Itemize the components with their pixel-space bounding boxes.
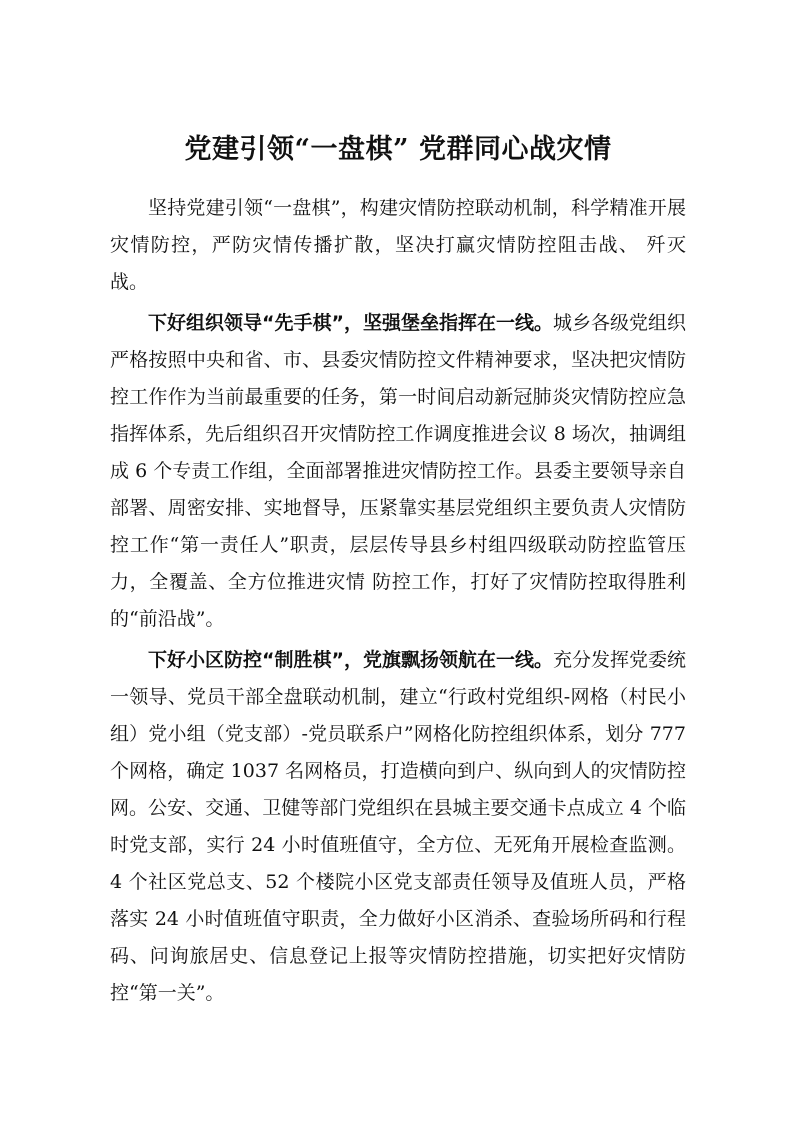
- paragraph-text: 坚持党建引领“一盘棋”，构建灾情防控联动机制，科学精准开展灾情防控，严防灾情传播扩散，坚决打赢灾情防控阻击战、 歼灭战。: [110, 197, 686, 293]
- paragraph-lead: 下好组织领导“先手棋”，坚强堡垒指挥在一线。: [148, 312, 553, 334]
- paragraph-text: 充分发挥党委统一领导、党员干部全盘联动机制，建立“行政村党组织-网格（村民小组）党小组（党支部）-党员联系户”网格化防控组织体系，划分 777 个网格，确定 1037 名网格员，打造横向到户、纵向到人的灾情防控网。公安、交通、卫健等部门党组织在县城主要交通卡点成立 4 个临时党支部，实行 24 小时值班值守，全方位、无死角开展检查监测。4 个社区党总支、52 个楼院小区党支部责任领导及值班人员，严格落实 24 小时值班值守职责，全力做好小区消杀、查验场所码和行程码、问询旅居史、信息登记上报等灾情防控措施，切实把好灾情防控“第一关”。: [110, 649, 686, 1004]
- paragraph-organization-leadership: [110, 305, 686, 638]
- paragraph-community-control: [110, 642, 686, 1012]
- document-body: [110, 190, 686, 1016]
- paragraph-lead: 下好小区防控“制胜棋”，党旗飘扬领航在一线。: [148, 649, 553, 671]
- paragraph-intro: [110, 190, 686, 301]
- document-title: 党建引领“一盘棋” 党群同心战灾情: [184, 134, 612, 165]
- paragraph-text: 城乡各级党组织严格按照中央和省、市、县委灾情防控文件精神要求，坚决把灾情防控工作作为当前最重要的任务，第一时间启动新冠肺炎灾情防控应急指挥体系，先后组织召开灾情防控工作调度推进会议 8 场次，抽调组成 6 个专责工作组，全面部署推进灾情防控工作。县委主要领导亲自部署、周密安排、实地督导，压紧靠实基层党组织主要负责人灾情防控工作“第一责任人”职责，层层传导县乡村组四级联动防控监管压力，全覆盖、全方位推进灾情 防控工作，打好了灾情防控取得胜利的“前沿战”。: [110, 312, 686, 630]
